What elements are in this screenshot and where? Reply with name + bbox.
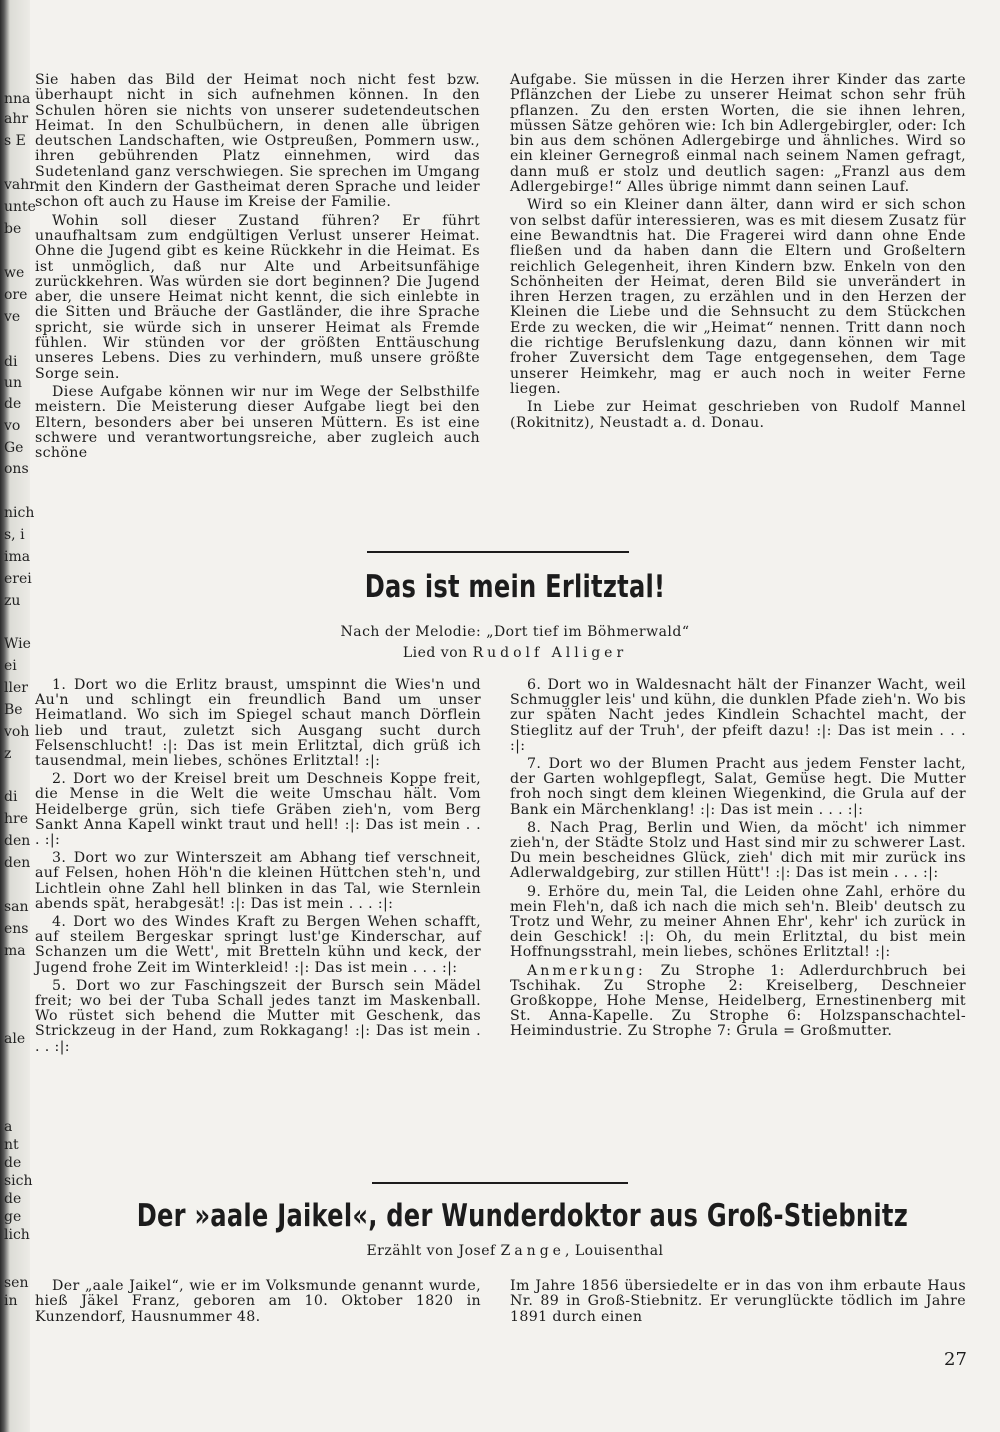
gutter-fragment: s E — [4, 133, 26, 149]
gutter-fragment: den — [4, 833, 31, 849]
author-prefix: Erzählt von Josef — [366, 1243, 496, 1259]
intro-paragraph: Diese Aufgabe können wir nur im Wege der Selbsthilfe meistern. Die Meisterung dieser Aufgabe liegt bei den Eltern, besonders aber bei unseren Müttern. Es ist eine schwere und verantwortungsreiche, aber zugleich auch schöne — [35, 383, 480, 462]
gutter-fragment: ons — [4, 461, 29, 477]
song-column-right — [510, 678, 966, 1040]
gutter-fragment: we — [4, 265, 25, 281]
gutter-fragment: a — [4, 1119, 13, 1135]
story-title: Der »aale Jaikel«, der Wunderdoktor aus Groß-Stiebnitz — [136, 1198, 909, 1234]
gutter-fragment: vo — [4, 418, 21, 434]
author-place: , Louisenthal — [564, 1243, 664, 1259]
gutter-fragment: ller — [4, 680, 28, 696]
song-verse: 1. Dort wo die Erlitz braust, umspinnt die Wies'n und Au'n und schlingt ein freundlich Band um unser Heimatland. Wo sich im Spiegel schaut manch Dörflein lieb und traut, zuletzt sich Ausgang sucht durch Felsenschlucht! :|: Das ist mein Erlitztal, dich grüß ich tausendmal, mein liebes, schönes Erlitztal! :|: — [35, 677, 481, 770]
gutter-fragment: nt — [4, 1137, 19, 1153]
gutter-fragment: vahr — [4, 177, 36, 193]
gutter-fragment: nich — [4, 505, 35, 521]
gutter-fragment: un — [4, 375, 23, 391]
lyricist-name: Rudolf Alliger — [472, 645, 628, 661]
gutter-fragment: di — [4, 354, 18, 370]
gutter-fragment: ge — [4, 1209, 22, 1225]
gutter-fragment: nna — [4, 91, 31, 107]
gutter-fragment: ens — [4, 921, 29, 937]
footnote-label: Anmerkung: — [527, 962, 646, 979]
gutter-fragment: in — [4, 1293, 18, 1309]
song-footnote — [510, 964, 966, 1040]
intro-column-left — [35, 73, 480, 461]
song-column-left — [35, 678, 481, 1055]
gutter-fragment: be — [4, 221, 22, 237]
story-author-line — [30, 1243, 1000, 1259]
gutter-fragment: ma — [4, 943, 26, 959]
song-melody-note: Nach der Melodie: „Dort tief im Böhmerwald“ — [340, 624, 690, 640]
intro-paragraph: Wohin soll dieser Zustand führen? Er führt unaufhaltsam zum endgültigen Verlust unserer Heimat. Ohne die Jugend gibt es keine Rückkehr in die Heimat. Es ist unmöglich, daß nur Alte und Arbeitsunfähige zurückkehren. Was würden sie dort beginnen? Die Jugend aber, die unsere Heimat nicht kennt, die sich einlebte in die Sitten und Bräuche der Gastländer, die ihre Sprache spricht, sie würde sich in unserer Heimat als Fremde fühlen. Wir stünden vor der größten Enttäuschung unseres Lebens. Dies zu verhindern, muß unsere größte Sorge sein. — [35, 212, 480, 382]
gutter-fragment: ima — [4, 549, 31, 565]
gutter-fragment: sen — [4, 1275, 29, 1291]
lyricist-prefix: Lied von — [402, 645, 468, 661]
gutter-fragment: zu — [4, 593, 21, 609]
section-divider — [367, 551, 629, 553]
story-paragraph: Im Jahre 1856 übersiedelte er in das von ihm erbaute Haus Nr. 89 in Groß-Stiebnitz. Er verunglückte tödlich im Jahre 1891 durch einen — [510, 1278, 966, 1325]
page-number: 27 — [944, 1349, 967, 1370]
gutter-fragment: ve — [4, 309, 21, 325]
gutter-fragment: den — [4, 855, 31, 871]
gutter-fragment: ahr — [4, 111, 29, 127]
song-lyricist-line — [30, 645, 1000, 661]
gutter-fragment: erei — [4, 571, 32, 587]
story-column-left — [35, 1279, 481, 1325]
gutter-fragment: Ge — [4, 440, 24, 456]
intro-paragraph: Wird so ein Kleiner dann älter, dann wird er sich schon von selbst dafür interessieren, was es mit diesem Zusatz für eine Bewandtnis hat. Die Fragerei wird dann ohne Ende fließen und da haben dann die Eltern und Großeltern reichlich Gelegenheit, ihren Kindern bzw. Enkeln von den Schönheiten der Heimat, deren Bild sie unverändert in ihren Herzen tragen, zu erzählen und in den Herzen der Kleinen die Liebe und die Sehnsucht zu dem Stückchen Erde zu wecken, die wir „Heimat“ nennen. Tritt dann noch die richtige Berufslenkung dazu, dann können wir mit froher Zuversicht dem Tage entgegensehen, dem Tage unserer Heimkehr, mag er auch noch in weiter Ferne liegen. — [510, 197, 966, 397]
gutter-fragment: z — [4, 746, 12, 762]
section-divider — [372, 1182, 628, 1184]
gutter-fragment: unte — [4, 199, 36, 215]
gutter-fragment: sich — [4, 1173, 33, 1189]
gutter-fragment: de — [4, 396, 22, 412]
intro-column-right — [510, 73, 966, 431]
gutter-fragment: voh — [4, 724, 30, 740]
gutter-fragment: ei — [4, 658, 17, 674]
gutter-fragment: Be — [4, 702, 23, 718]
song-verse: 8. Nach Prag, Berlin und Wien, da möcht' ich nimmer zieh'n, der Städte Stolz und Hast sind mir zu schwerer Last. Du mein bescheidnes Glück, zieh' dich mit mir zurück ins Adlerwaldgebirg, zur stillen Hütt'! :|: Das ist mein . . . :|: — [510, 819, 966, 882]
binding-gutter — [0, 0, 36, 1432]
intro-paragraph: Sie haben das Bild der Heimat noch nicht fest bzw. überhaupt nicht in sich aufnehmen können. In den Schulen hören sie nichts von unserer sudetendeutschen Heimat. In den Schulbüchern, in denen alle übrigen deutschen Landschaften, wie Ostpreußen, Pommern usw., ihren gebührenden Platz einnehmen, wird das Sudetenland ganz verschwiegen. Sie sprechen im Umgang mit den Kindern der Gastheimat deren Sprache und leider schon oft auch zu Hause im Kreise der Familie. — [35, 72, 480, 211]
song-verse: 9. Erhöre du, mein Tal, die Leiden ohne Zahl, erhöre du mein Fleh'n, daß ich nach die mich seh'n. Bleib' deutsch zu Trotz und Wehr, zu meiner Ahnen Ehr', kehr' ich zurück in dein Geschick! :|: Oh, du mein Erlitztal, du bist mein Hoffnungsstrahl, mein liebes, schönes Erlitztal! :|: — [510, 883, 966, 961]
song-verse: 3. Dort wo zur Winterszeit am Abhang tief verschneit, auf Felsen, hohen Höh'n die kleinen Hüttchen steh'n, und Lichtlein ohne Zahl hell blinken in das Tal, wie Sternlein abends spät, herabgesät! :|: Das ist mein . . . :|: — [35, 850, 481, 912]
intro-paragraph: Aufgabe. Sie müssen in die Herzen ihrer Kinder das zarte Pflänzchen der Liebe zu unserer Heimat schon sehr früh pflanzen. Zu den ersten Worten, die sie ihnen lehren, müssen Sätze gehören wie: Ich bin Adlergebirgler, oder: Ich bin aus dem schönen Adlergebirge und ähnliches. Wird so ein kleiner Gernegroß einmal nach seinem Namen gefragt, dann muß er stolz und deutlich sagen: „Franzl aus dem Adlergebirge!“ Alles übrige nimmt dann seinen Lauf. — [510, 72, 966, 196]
song-verse: 2. Dort wo der Kreisel breit um Deschneis Koppe freit, die Mense in die Welt die weite Umschau hält. Vom Heidelberge grün, sich tiefe Gräben zieh'n, vom Berg Sankt Anna Kapell winkt traut und hell! :|: Das ist mein . . . :|: — [35, 771, 481, 849]
gutter-fragment: san — [4, 899, 29, 915]
gutter-fragment: lich — [4, 1227, 30, 1243]
song-verse: 6. Dort wo in Waldesnacht hält der Finanzer Wacht, weil Schmuggler leis' und kühn, die dunklen Pfade zieh'n. Wo bis zur späten Nacht jedes Kindlein Schachtel macht, der Stieglitz auf der Truh', der pfeift dazu! :|: Das ist mein . . . :|: — [510, 677, 966, 754]
gutter-fragment: di — [4, 789, 18, 805]
song-title: Das ist mein Erlitztal! — [364, 569, 666, 605]
song-verse: 7. Dort wo der Blumen Pracht aus jedem Fenster lacht, der Garten wohlgepflegt, Salat, Gemüse hegt. Die Mutter froh noch singt dem kleinen Wiegenkind, die Grula auf der Bank ein Märchenklang! :|: Das ist mein . . . :|: — [510, 756, 966, 818]
story-column-right — [510, 1279, 966, 1325]
footnote-text: Zu Strophe 1: Adlerdurchbruch bei Tschihak. Zu Strophe 2: Kreiselberg, Deschneier Großkoppe, Hohe Mense, Heidelberg, Ernestinenberg mit St. Anna-Kapelle. Zu Strophe 6: Holzspanschachtel-Heimindustrie. Zu Strophe 7: Grula = Großmutter. — [510, 962, 966, 1040]
gutter-fragment: s, i — [4, 527, 25, 543]
song-verse: 5. Dort wo zur Faschingszeit der Bursch sein Mädel freit; wo bei der Tuba Schall jedes tanzt im Maskenball. Wo rüstet sich behend die Mutter mit Geschenk, das Strickzeug in der Hand, zum Rokkagang! :|: Das ist mein . . . :|: — [35, 977, 481, 1055]
gutter-fragment: Wie — [4, 636, 31, 652]
gutter-fragment: de — [4, 1191, 22, 1207]
intro-signature: In Liebe zur Heimat geschrieben von Rudolf Mannel (Rokitnitz), Neustadt a. d. Donau. — [510, 399, 966, 431]
story-paragraph: Der „aale Jaikel“, wie er im Volksmunde genannt wurde, hieß Jäkel Franz, geboren am 10. Oktober 1820 in Kunzendorf, Hausnummer 48. — [35, 1278, 481, 1325]
gutter-fragment: hre — [4, 811, 28, 827]
gutter-fragment: ale — [4, 1031, 26, 1047]
song-verse: 4. Dort wo des Windes Kraft zu Bergen Wehen schafft, auf steilem Bergeskar springt lust'ge Kinderschar, auf Schanzen um die Wett', mit Bretteln kühn und keck, der Jugend frohe Zeit im Winterkleid! :|: Das ist mein . . . :|: — [35, 914, 481, 976]
author-name: Zange — [500, 1243, 565, 1259]
gutter-fragment: ore — [4, 287, 28, 303]
gutter-fragment: de — [4, 1155, 22, 1171]
